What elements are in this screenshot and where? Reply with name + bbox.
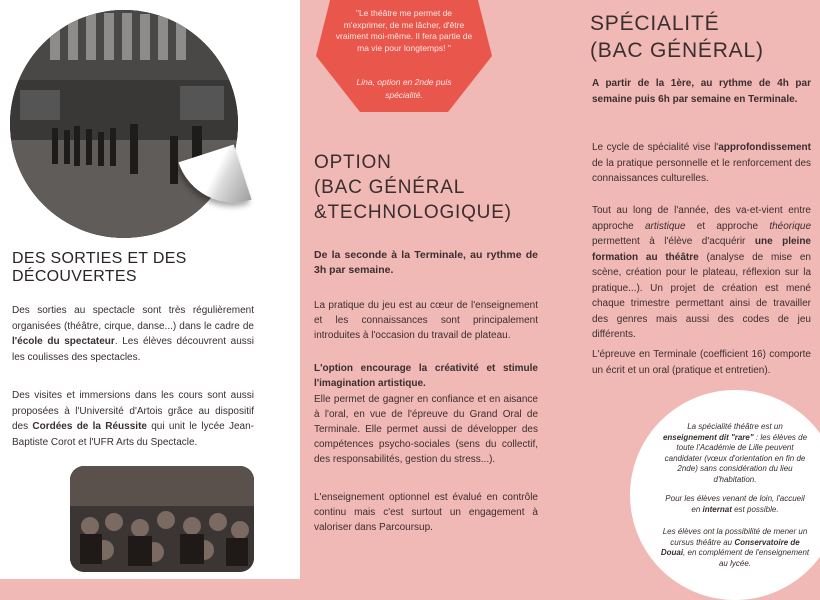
ecole-du-spectateur-highlight: l'école du spectateur bbox=[12, 336, 115, 347]
option-paragraph-4: L'enseignement optionnel est évalué en contrôle continu mais c'est surtout un engagement à valoriser dans Parcoursup. bbox=[314, 492, 538, 533]
students-seated-illustration bbox=[70, 466, 254, 572]
specialite-rhythm: A partir de la 1ère, au rythme de 4h par semaine puis 6h par semaine en Terminale. bbox=[592, 78, 811, 105]
option-rhythm: De la seconde à la Terminale, au rythme de 3h par semaine. bbox=[314, 249, 538, 276]
specialite-paragraph-3: L'épreuve en Terminale (coefficient 16) comporte un écrit et un oral (pratique et entretien). bbox=[592, 349, 811, 376]
cordees-reussite-highlight: Cordées de la Réussite bbox=[32, 421, 147, 432]
sorties-paragraph-2: Des visites et immersions dans les cours sont aussi proposées à l'Université d'Artois grâce au dispositif des Cordées de la Réussite qui unit le lycée Jean-Baptiste Corot et l'UFR Arts du Spectacle. bbox=[12, 390, 254, 448]
theatre-hall-photo bbox=[10, 10, 238, 238]
column-sorties bbox=[0, 0, 300, 579]
option-paragraph-3: Elle permet de gagner en confiance et en aisance à l'oral, en vue de l'épreuve du Grand Oral de Terminale. Elle permet aussi de développer des compétences psycho-sociales (sens du collectif, des responsabilités, gestion du stress...). bbox=[314, 394, 538, 465]
info-rare: La spécialité théâtre est un enseignement dit "rare" : les élèves de toute l'Académie de Lille peuvent candidater (vœux d'orientation en fin de 2nde) sans considération du lieu d'habitation. bbox=[662, 422, 808, 484]
specialite-heading: SPÉCIALITÉ (BAC GÉNÉRAL) bbox=[590, 12, 764, 62]
option-paragraph-1: La pratique du jeu est au cœur de l'enseignement et les connaissances sont principalement introduites à l'occasion du travail de plateau. bbox=[314, 300, 538, 341]
students-seated-photo bbox=[70, 466, 254, 572]
option-heading: OPTION (BAC GÉNÉRAL &TECHNOLOGIQUE) bbox=[314, 152, 512, 223]
student-quote: "Le théâtre me permet de m'exprimer, de me lâcher, d'être vraiment moi-même. Il fera partie de ma vie pour longtemps! " bbox=[335, 8, 473, 53]
theatre-hall-illustration bbox=[10, 10, 238, 238]
option-paragraph-2: L'option encourage la créativité et stimule l'imagination artistique. bbox=[314, 363, 538, 389]
quote-signature: Lina, option en 2nde puis spécialité. bbox=[356, 77, 452, 100]
specialite-paragraph-2: Tout au long de l'année, des va-et-vient entre approche artistique et approche théorique permettent à l'élève d'acquérir une pleine formation au théâtre (analyse de mise en scène, création pour le plateau, réflexion sur la pratique...). Un projet de création est mené chaque trimestre permettant ainsi de travailler des genres mais aussi des codes de jeu différents. bbox=[592, 205, 812, 340]
info-internat: Pour les élèves venant de loin, l'accueil en internat est possible. bbox=[665, 494, 805, 514]
sorties-paragraph-1: Des sorties au spectacle sont très régulièrement organisées (théâtre, cirque, danse...) dans le cadre de l'école du spectateur. Les élèves découvrent aussi les coulisses des spectacles. bbox=[12, 305, 255, 363]
sorties-heading: DES SORTIES ET DES DÉCOUVERTES bbox=[12, 250, 187, 285]
specialite-paragraph-1: Le cycle de spécialité vise l'approfondissement de la pratique personnelle et le renforcement des connaissances culturelles. bbox=[592, 142, 811, 184]
info-conservatoire: Les élèves ont la possibilité de mener un cursus théâtre au Conservatoire de Douai, en complément de l'enseignement au lycée. bbox=[660, 527, 810, 568]
